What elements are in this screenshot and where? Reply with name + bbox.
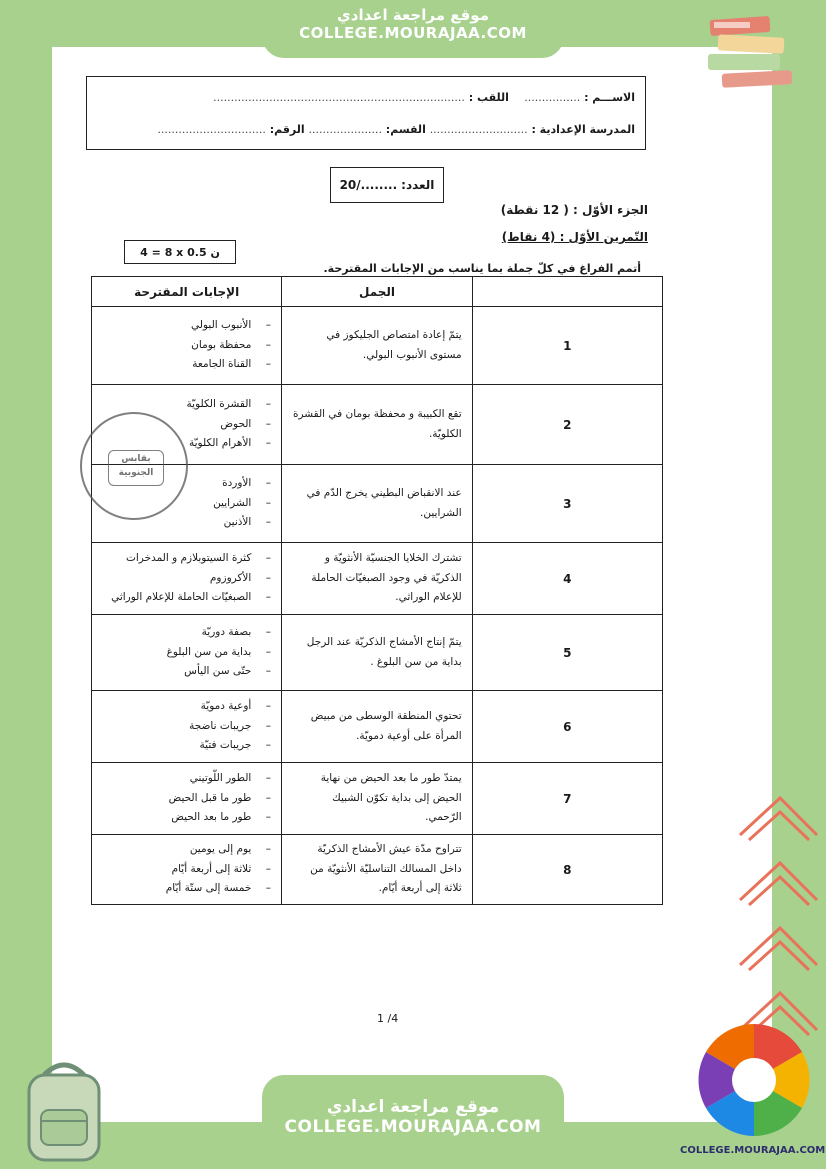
option-item[interactable]: – أوعية دمويّة	[200, 699, 271, 712]
option-item[interactable]: – طور ما بعد الحيض	[171, 811, 271, 824]
site-name: موقع مراجعة اعدادي	[326, 1097, 500, 1117]
grade-label: العدد:	[401, 178, 435, 192]
sentence-cell[interactable]: تشترك الخلايا الجنسيّة الأنثويّة و الذكريّة في وجود الصبغيّات الحاملة للإعلام الوراثي.	[282, 543, 472, 615]
site-banner-bottom[interactable]	[262, 1075, 564, 1169]
options-cell	[92, 543, 282, 615]
option-item[interactable]: – الأوردة	[222, 476, 271, 489]
page-number: 1 /4	[377, 1012, 399, 1025]
stamp-text: بقابس الجنوبية	[108, 450, 164, 486]
table-row	[92, 691, 663, 763]
option-item[interactable]: – حتّى سن اليأس	[184, 665, 271, 678]
sentence-cell[interactable]: عند الانقباض البطيني يخرج الدّم في الشرايين.	[282, 465, 472, 543]
site-name: موقع مراجعة اعدادي	[337, 6, 489, 24]
sentence-cell[interactable]: تتراوح مدّة عيش الأمشاج الذكريّة داخل المسالك التناسليّة الأنثويّة من ثلاثة إلى أربعة أيّام.	[282, 835, 472, 905]
options-header: الإجابات المقترحة	[92, 277, 282, 307]
part-title: الجزء الأوّل : ( 12 نقطة)	[500, 203, 648, 217]
grade-value: 20/........	[339, 178, 398, 192]
sentence-cell[interactable]: يتمّ إنتاج الأمشاج الذكريّة عند الرجل بداية من سن البلوغ .	[282, 615, 472, 691]
school-line[interactable]: المدرسة الإعدادية : ............................ القسم: ..................... الرقم: ...............................	[157, 123, 635, 136]
school-stamp	[80, 412, 188, 520]
options-cell	[92, 307, 282, 385]
option-item[interactable]: – بداية من سن البلوغ	[166, 645, 271, 658]
table-row	[92, 615, 663, 691]
option-item[interactable]: – خمسة إلى ستّة أيّام	[165, 882, 271, 895]
questions-table	[91, 276, 663, 905]
row-number: 4	[472, 543, 662, 615]
option-item[interactable]: – يوم إلى يومين	[189, 842, 271, 855]
options-cell	[92, 691, 282, 763]
sentence-cell[interactable]: تحتوي المنطقة الوسطى من مبيض المرأة على أوعية دمويّة.	[282, 691, 472, 763]
chevrons-icon	[735, 790, 820, 1040]
row-number: 5	[472, 615, 662, 691]
option-item[interactable]: – الشرايين	[213, 496, 271, 509]
row-number: 1	[472, 307, 662, 385]
sentence-cell[interactable]: يتمّ إعادة امتصاص الجليكوز في مستوى الأنبوب البولي.	[282, 307, 472, 385]
option-item[interactable]: – الطور اللّوتيني	[189, 771, 271, 784]
student-info-box	[86, 76, 646, 150]
option-item[interactable]: – القشرة الكلويّة	[186, 397, 271, 410]
row-number: 8	[472, 835, 662, 905]
options-cell	[92, 835, 282, 905]
table-row	[92, 543, 663, 615]
option-item[interactable]: – جريبات ناضجة	[189, 719, 271, 732]
option-item[interactable]: – الأكروزوم	[209, 571, 271, 584]
row-number: 7	[472, 763, 662, 835]
instruction: أتمم الفراغ في كلّ جملة بما يناسب من الإجابات المقترحة.	[323, 262, 641, 275]
site-url[interactable]: COLLEGE.MOURAJAA.COM	[284, 1117, 542, 1137]
option-item[interactable]: – الحوض	[220, 417, 271, 430]
sentences-header: الجمل	[282, 277, 472, 307]
option-item[interactable]: – القناة الجامعة	[192, 358, 271, 371]
table-row	[92, 763, 663, 835]
option-item[interactable]: – طور ما قبل الحيض	[168, 791, 271, 804]
score-box: 4 = 8 x 0.5 ن	[124, 240, 236, 264]
sentence-cell[interactable]: تقع الكبيبة و محفظة بومان في القشرة الكلويّة.	[282, 385, 472, 465]
row-number: 2	[472, 385, 662, 465]
sentence-cell[interactable]: يمتدّ طور ما بعد الحيض من نهاية الحيض إلى بداية تكوّن الشبيك الرّحمي.	[282, 763, 472, 835]
option-item[interactable]: – الأذنين	[223, 516, 271, 529]
table-row	[92, 835, 663, 905]
site-url[interactable]: COLLEGE.MOURAJAA.COM	[299, 24, 527, 42]
site-banner-top[interactable]	[262, 0, 564, 58]
books-logo-icon	[700, 10, 810, 95]
option-item[interactable]: – محفظة بومان	[191, 338, 271, 351]
option-item[interactable]: – جريبات فتيّة	[199, 739, 271, 752]
option-item[interactable]: – الصبغيّات الحاملة للإعلام الوراثي	[111, 591, 271, 604]
option-item[interactable]: – الأهرام الكلويّة	[188, 437, 271, 450]
subjects-wheel-icon	[694, 1020, 814, 1140]
options-cell	[92, 763, 282, 835]
num-header	[472, 277, 662, 307]
table-row	[92, 307, 663, 385]
row-number: 6	[472, 691, 662, 763]
backpack-icon	[14, 1055, 114, 1165]
options-cell	[92, 615, 282, 691]
wheel-site-url[interactable]: COLLEGE.MOURAJAA.COM	[680, 1145, 826, 1156]
name-line[interactable]: الاســـم : ................ اللقب : ........................................................................	[213, 91, 635, 104]
row-number: 3	[472, 465, 662, 543]
option-item[interactable]: – كثرة السيتوبلازم و المدخرات	[126, 551, 271, 564]
option-item[interactable]: – بصفة دوريّة	[201, 625, 271, 638]
grade-box[interactable]	[330, 167, 444, 203]
option-item[interactable]: – ثلاثة إلى أربعة أيّام	[171, 862, 271, 875]
exercise-title: التّمرين الأوّل : (4 نقاط)	[501, 230, 648, 244]
option-item[interactable]: – الأنبوب البولي	[191, 318, 271, 331]
